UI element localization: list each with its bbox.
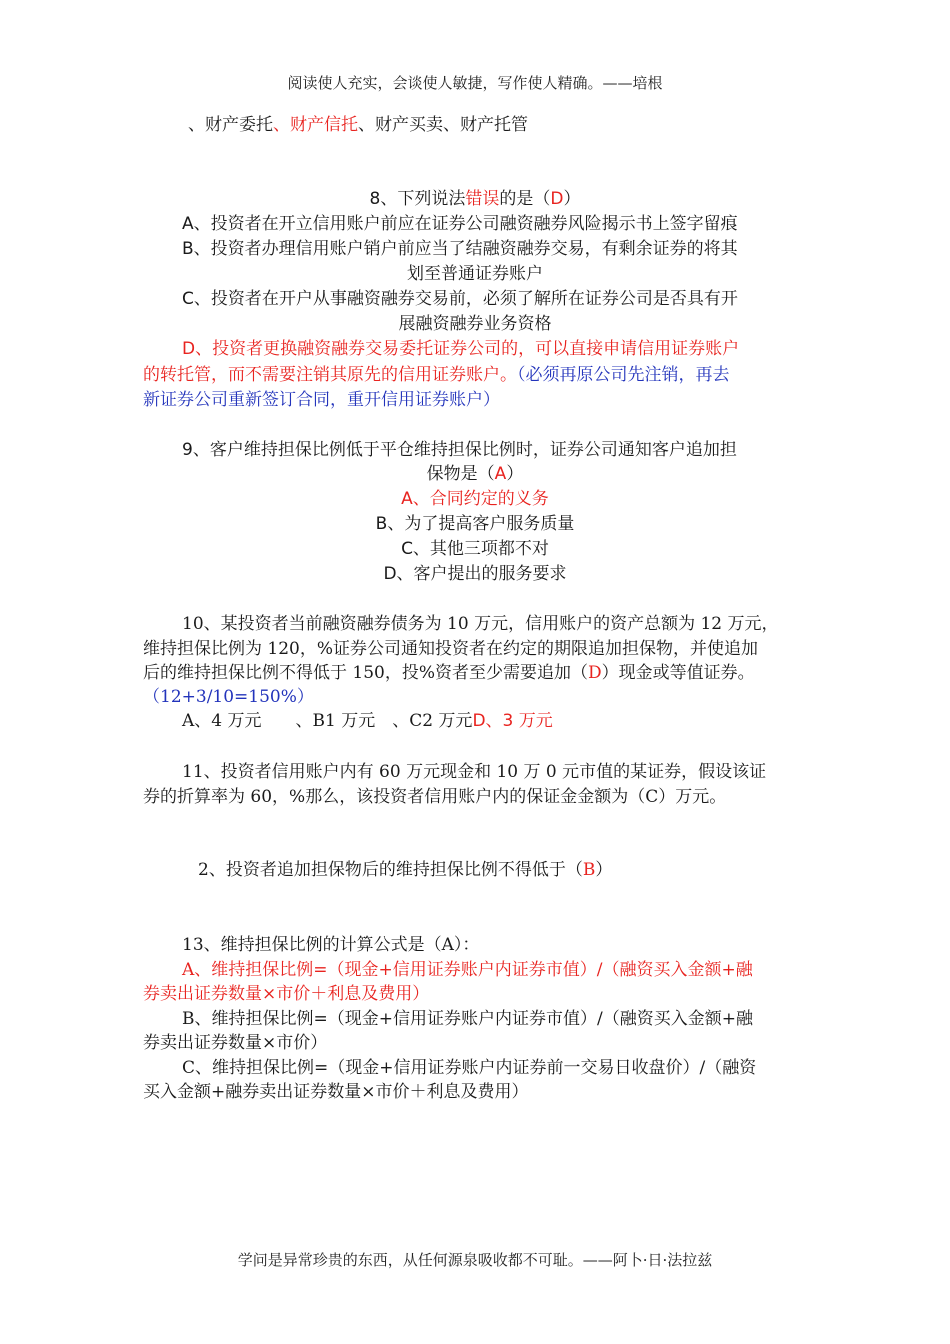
page-header-quote: 阅读使人充实，会谈使人敏捷，写作使人精确。——培根 (287, 74, 663, 92)
q10-line3-end: ）现金或等值证券。 (601, 663, 755, 683)
q10-option-d: D、3 万元 (472, 711, 553, 731)
q8-question-mid: 的是（ (499, 189, 551, 209)
q10-line3 (143, 661, 755, 685)
q8-option-d-line2 (143, 363, 730, 387)
q10-options-abc: A、4 万元 、B1 万元 、C2 万元 (182, 711, 473, 731)
q8-option-b-line1: B、投资者办理信用账户销户前应当了结融资融券交易，有剩余证券的将其 (182, 239, 738, 259)
q13-option-b-line2: 券卖出证券数量×市价） (143, 1033, 328, 1053)
q9-question-line2-pre: 保物是（ (426, 464, 495, 484)
q13-question: 13、维持担保比例的计算公式是（A）： (182, 935, 480, 955)
q10-answer: D (588, 663, 602, 683)
q13-option-c-line1: C、维持担保比例=（现金+信用证券账户内证券前一交易日收盘价）/（融资 (182, 1058, 757, 1078)
top-line (188, 113, 528, 137)
q8-option-a: A、投资者在开立信用账户前应在证券公司融资融券风险揭示书上签字留痕 (182, 214, 738, 234)
q9-option-b: B、为了提高客户服务质量 (375, 514, 575, 534)
q12-question (198, 858, 612, 882)
q12-answer: B (582, 860, 596, 880)
q13-option-a-line2: 券卖出证券数量×市价＋利息及费用） (143, 984, 430, 1004)
q9-answer: A (494, 464, 507, 484)
q13-option-b-line1: B、维持担保比例=（现金+信用证券账户内证券市值）/（融资买入金额+融 (182, 1009, 753, 1029)
q8-option-c-line2: 展融资融券业务资格 (398, 314, 552, 334)
q10-options (182, 709, 553, 733)
q9-question-line2 (0, 462, 950, 486)
q12-question-pre: 2、投资者追加担保物后的维持担保比例不得低于（ (198, 860, 583, 880)
q9-question-line2-end: ） (506, 464, 524, 484)
q8-question-red: 错误 (465, 189, 500, 209)
q13-option-a-line1: A、维持担保比例=（现金+信用证券账户内证券市值）/（融资买入金额+融 (182, 960, 753, 980)
q9-option-c: C、其他三项都不对 (401, 539, 549, 559)
q12-question-end: ） (595, 860, 613, 880)
q9-question-line1: 9、客户维持担保比例低于平仓维持担保比例时，证券公司通知客户追加担 (182, 440, 737, 460)
q8-option-d-note-line3: 新证券公司重新签订合同，重开信用证券账户） (143, 390, 500, 410)
q8-option-c-line1: C、投资者在开户从事融资融券交易前，必须了解所在证券公司是否具有开 (182, 289, 738, 309)
q9-option-d: D、客户提出的服务要求 (383, 564, 567, 584)
q13-option-c-line2: 买入金额+融券卖出证券数量×市价＋利息及费用） (143, 1082, 529, 1102)
q10-calculation-note: （12+3/10=150%） (143, 687, 314, 707)
q10-line2: 维持担保比例为 120，%证券公司通知投资者在约定的期限追加担保物，并使追加 (143, 639, 759, 659)
q8-option-d-line1: D、投资者更换融资融券交易委托证券公司的，可以直接申请信用证券账户 (182, 339, 740, 359)
top-line-b: 、财产信托 (273, 115, 358, 135)
q8-question (0, 187, 950, 211)
q8-question-end: ） (563, 189, 581, 209)
q8-answer: D (550, 189, 564, 209)
q10-line3-pre: 后的维持担保比例不得低于 150，投%资者至少需要追加（ (143, 663, 589, 683)
page-footer-quote: 学问是异常珍贵的东西，从任何源泉吸收都不可耻。——阿卜·日·法拉兹 (237, 1251, 713, 1269)
q8-option-b-line2: 划至普通证券账户 (407, 264, 543, 284)
top-line-a: 、财产委托 (188, 115, 273, 135)
q10-line1: 10、某投资者当前融资融券债务为 10 万元，信用账户的资产总额为 12 万元， (182, 614, 779, 634)
top-line-c: 、财产买卖、财产托管 (358, 115, 528, 135)
q11-line1: 11、投资者信用账户内有 60 万元现金和 10 万 0 元市值的某证券，假设该证 (182, 762, 767, 782)
q11-line2: 券的折算率为 60，%那么，该投资者信用账户内的保证金金额为（C）万元。 (143, 787, 727, 807)
q8-question-pre: 8、下列说法 (369, 189, 466, 209)
q8-option-d-line2-note: （必须再原公司先注销，再去 (517, 365, 730, 385)
q8-option-d-line2-red: 的转托管，而不需要注销其原先的信用证券账户。 (143, 365, 517, 385)
q9-option-a: A、合同约定的义务 (401, 489, 549, 509)
